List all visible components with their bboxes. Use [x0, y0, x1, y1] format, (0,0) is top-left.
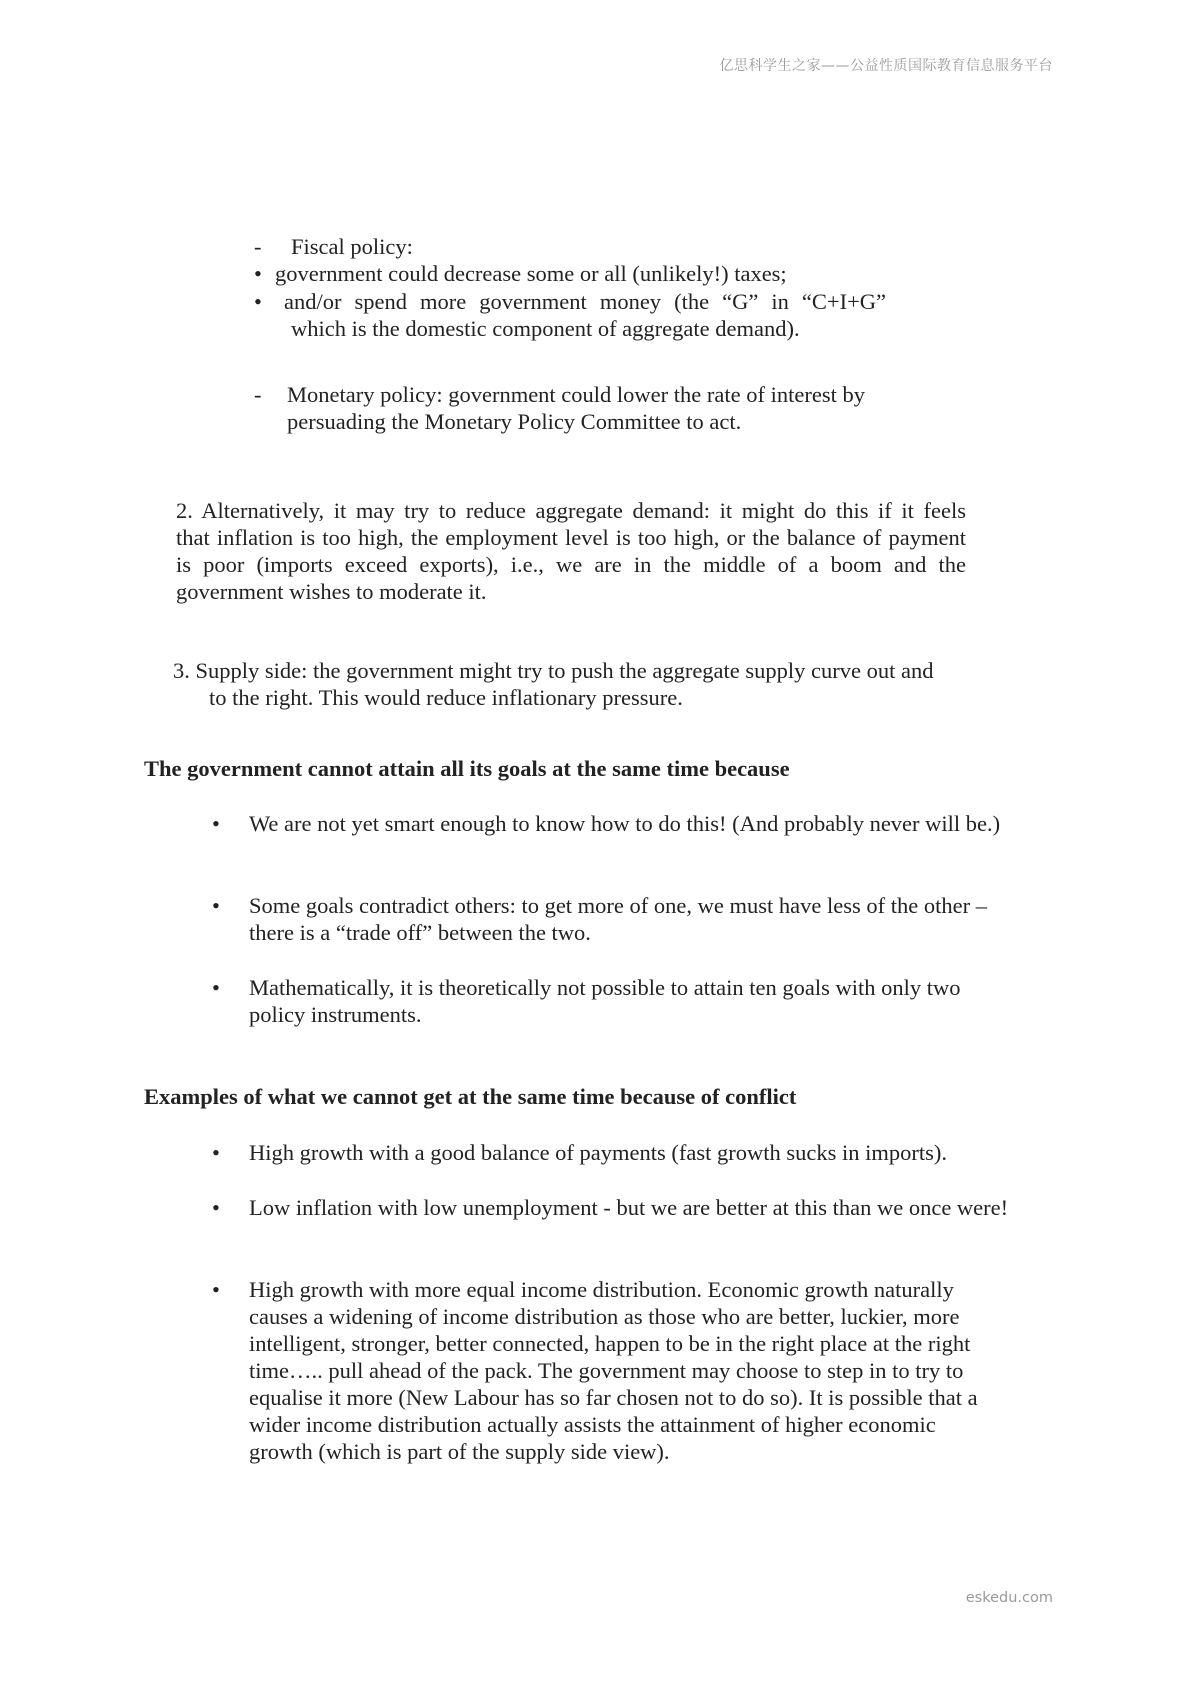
bullet-icon: • [212, 1195, 220, 1220]
conflict-item-text: Low inflation with low unemployment - but we are better at this than we once were! [249, 1195, 1009, 1220]
bullet-icon: • [212, 811, 220, 836]
goals-item-text: We are not yet smart enough to know how to do this! (And probably never will be.) [249, 811, 1001, 836]
point-3-line-2: to the right. This would reduce inflationary pressure. [209, 685, 683, 710]
goals-heading: The government cannot attain all its goals at the same time because [144, 756, 790, 781]
fiscal-bullet-2: • [254, 289, 262, 314]
point-2-line-3: is poor (imports exceed exports), i.e., we are in the middle of a boom and the [176, 552, 966, 577]
fiscal-dash: - [254, 234, 262, 259]
site-header-title: 亿思科学生之家——公益性质国际教育信息服务平台 [719, 58, 1053, 74]
monetary-dash: - [254, 382, 262, 407]
fiscal-label: Fiscal policy: [291, 234, 413, 259]
conflict-item-text: High growth with more equal income distribution. Economic growth naturally causes a widening of income distribution as those who are better, luckier, more intelligent, stronger, better connected, happen to be in the right place at the right time….. pull ahead of the pack. The government may choose to step in to try to equalise it more (New Labour has so far chosen not to do so). It is possible that a wider income distribution actually assists the attainment of higher economic growth (which is part of the supply side view). [249, 1277, 978, 1464]
bullet-icon: • [212, 893, 220, 918]
goals-item-text: Mathematically, it is theoretically not possible to attain ten goals with only two policy instruments. [249, 975, 961, 1027]
bullet-icon: • [212, 1140, 220, 1165]
fiscal-bullet-1: • [254, 261, 262, 286]
bullet-icon: • [212, 1277, 220, 1302]
point-2-line-1: 2. Alternatively, it may try to reduce aggregate demand: it might do this if it feels [176, 498, 966, 523]
point-2-line-4: government wishes to moderate it. [176, 579, 487, 604]
point-2-line-2: that inflation is too high, the employment level is too high, or the balance of payment [176, 525, 966, 550]
bullet-icon: • [212, 975, 220, 1000]
monetary-line-1: Monetary policy: government could lower the rate of interest by [287, 382, 865, 407]
conflict-heading: Examples of what we cannot get at the same time because of conflict [144, 1084, 797, 1109]
point-3-line-1: 3. Supply side: the government might try to push the aggregate supply curve out and [173, 658, 934, 683]
site-footer-url: eskedu.com [965, 1590, 1053, 1606]
fiscal-item-2-line-2: which is the domestic component of aggregate demand). [291, 316, 800, 341]
goals-item-text: Some goals contradict others: to get more of one, we must have less of the other – there is a “trade off” between the two. [249, 893, 987, 945]
fiscal-item-2-line-1: and/or spend more government money (the “G” in “C+I+G” [284, 289, 886, 314]
monetary-line-2: persuading the Monetary Policy Committee to act. [287, 409, 742, 434]
fiscal-item-1: government could decrease some or all (unlikely!) taxes; [275, 261, 787, 286]
conflict-item-text: High growth with a good balance of payments (fast growth sucks in imports). [249, 1140, 947, 1165]
